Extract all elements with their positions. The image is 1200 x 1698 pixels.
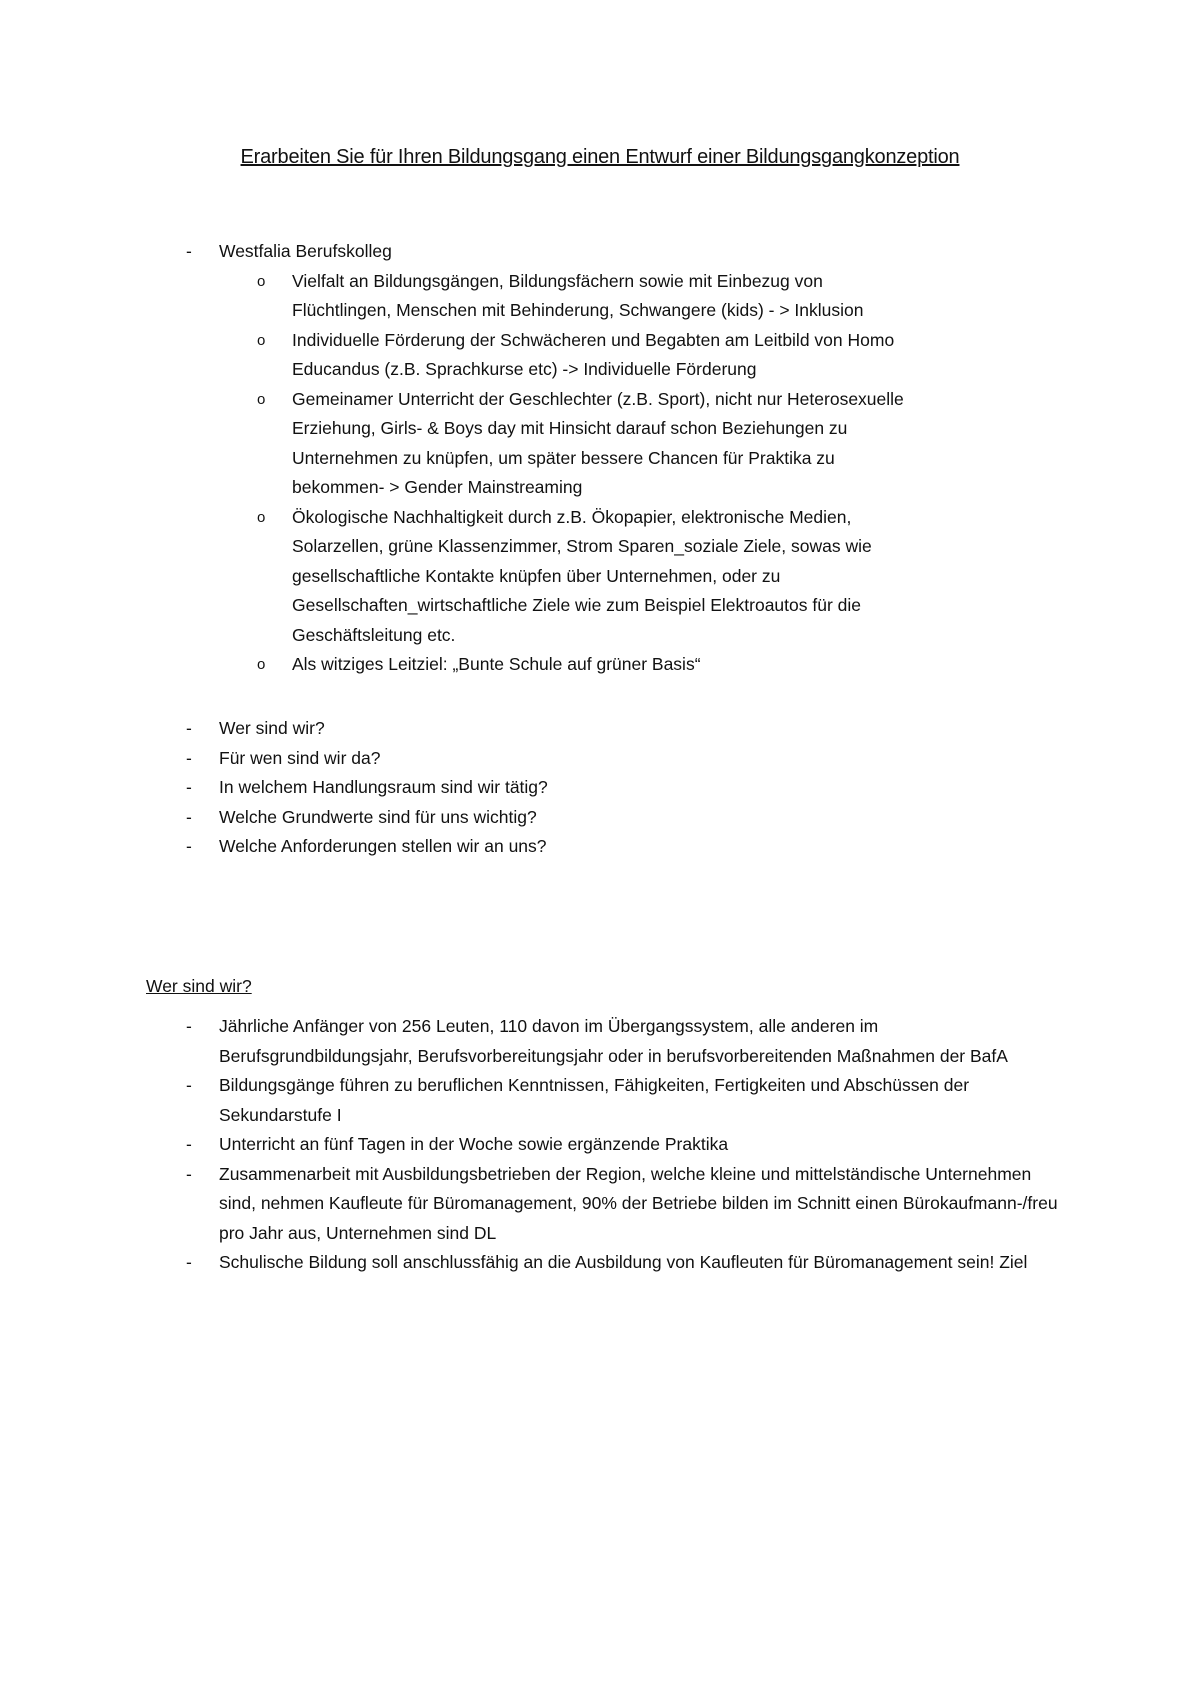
question-text: Welche Grundwerte sind für uns wichtig? <box>219 806 537 827</box>
question-text: Für wen sind wir da? <box>219 747 381 768</box>
section-wer-sind-wir <box>0 1012 1200 1278</box>
sub-list-item-text: Ökologische Nachhaltigkeit durch z.B. Ökopapier, elektronische Medien, Solarzellen, grüne Klassenzimmer, Strom Sparen_soziale Ziele, sowas wie gesellschaftliche Kontakte knüpfen über Unternehmen, oder zu Gesellschaften_wirtschaftliche Ziele wie zum Beispiel Elektroautos für die Geschäftsleitung etc. <box>292 506 872 645</box>
sub-list-item <box>0 385 1060 503</box>
list-item-text: Schulische Bildung soll anschlussfähig an die Ausbildung von Kaufleuten für Büromanagement sein! Ziel <box>219 1252 1028 1272</box>
list-item-text: Westfalia Berufskolleg <box>219 241 392 261</box>
list-item <box>0 1071 1200 1130</box>
sub-list-item <box>0 326 1060 385</box>
circle-bullet: o <box>257 331 266 349</box>
sub-list-item-text: Als witziges Leitziel: „Bunte Schule auf grüner Basis“ <box>292 654 701 674</box>
list-item <box>0 1160 1200 1249</box>
dash-bullet: - <box>186 1134 192 1154</box>
list-item-text: Bildungsgänge führen zu beruflichen Kenntnissen, Fähigkeiten, Fertigkeiten und Abschüssen der Sekundarstufe I <box>219 1075 970 1125</box>
question-text: In welchem Handlungsraum sind wir tätig? <box>219 777 548 797</box>
circle-bullet: o <box>257 508 266 526</box>
question-text: Welche Anforderungen stellen wir an uns? <box>219 836 547 856</box>
list-item-text: Unterricht an fünf Tagen in der Woche sowie ergänzende Praktika <box>219 1134 729 1154</box>
dash-bullet: - <box>186 806 192 827</box>
sub-list-item-text: Individuelle Förderung der Schwächeren und Begabten am Leitbild von Homo Educandus (z.B. Sprachkurse etc) -> Individuelle Förderung <box>292 329 895 379</box>
list-item <box>0 1248 1200 1278</box>
dash-bullet: - <box>186 747 192 768</box>
sub-list-item <box>0 267 1060 326</box>
section-questions <box>0 714 1200 862</box>
list-item <box>0 714 1200 744</box>
dash-bullet: - <box>186 241 192 261</box>
document-title: Erarbeiten Sie für Ihren Bildungsgang einen Entwurf einer Bildungsgangkonzeption <box>240 146 960 168</box>
sub-list-item-text: Gemeinamer Unterricht der Geschlechter (z.B. Sport), nicht nur Heterosexuelle Erziehung, Girls- & Boys day mit Hinsicht darauf schon Beziehungen zu Unternehmen zu knüpfen, um später bessere Chancen für Praktika zu bekommen- > Gender Mainstreaming <box>292 388 904 497</box>
dash-list <box>0 1012 1200 1278</box>
sub-list-item-text: Vielfalt an Bildungsgängen, Bildungsfächern sowie mit Einbezug von Flüchtlingen, Menschen mit Behinderung, Schwangere (kids) - > Inklusion <box>292 270 864 320</box>
dash-list <box>0 237 1200 680</box>
dash-bullet: - <box>186 1163 192 1184</box>
list-item-text: Zusammenarbeit mit Ausbildungsbetrieben der Region, welche kleine und mittelständische Unternehmen sind, nehmen Kaufleute für Büromanagement, 90% der Betriebe bilden im Schnitt einen Bürokaufmann-/freu pro Jahr aus, Unternehmen sind DL <box>219 1163 1058 1243</box>
circle-bullet: o <box>257 656 266 673</box>
dash-bullet: - <box>186 1252 192 1272</box>
list-item <box>0 832 1200 862</box>
circle-bullet: o <box>257 272 266 290</box>
dash-bullet: - <box>186 1016 192 1036</box>
sub-list-item <box>0 503 1060 651</box>
dash-bullet: - <box>186 718 192 738</box>
list-item <box>0 803 1200 833</box>
sub-list <box>219 267 1060 680</box>
dash-bullet: - <box>186 1075 192 1095</box>
dash-bullet: - <box>186 836 192 856</box>
list-item <box>0 1012 1200 1071</box>
list-item-text: Jährliche Anfänger von 256 Leuten, 110 davon im Übergangssystem, alle anderen im Berufsgrundbildungsjahr, Berufsvorbereitungsjahr oder in berufsvorbereitenden Maßnahmen der BafA <box>219 1016 1008 1066</box>
list-item <box>0 237 1200 680</box>
list-item <box>0 744 1200 774</box>
sub-list-item <box>0 650 1060 680</box>
list-item <box>0 773 1200 803</box>
section-westfalia <box>0 237 1200 680</box>
section-heading: Wer sind wir? <box>146 976 252 996</box>
circle-bullet: o <box>257 390 266 408</box>
list-item <box>0 1130 1200 1160</box>
question-list <box>0 714 1200 862</box>
question-text: Wer sind wir? <box>219 718 325 738</box>
dash-bullet: - <box>186 777 192 797</box>
